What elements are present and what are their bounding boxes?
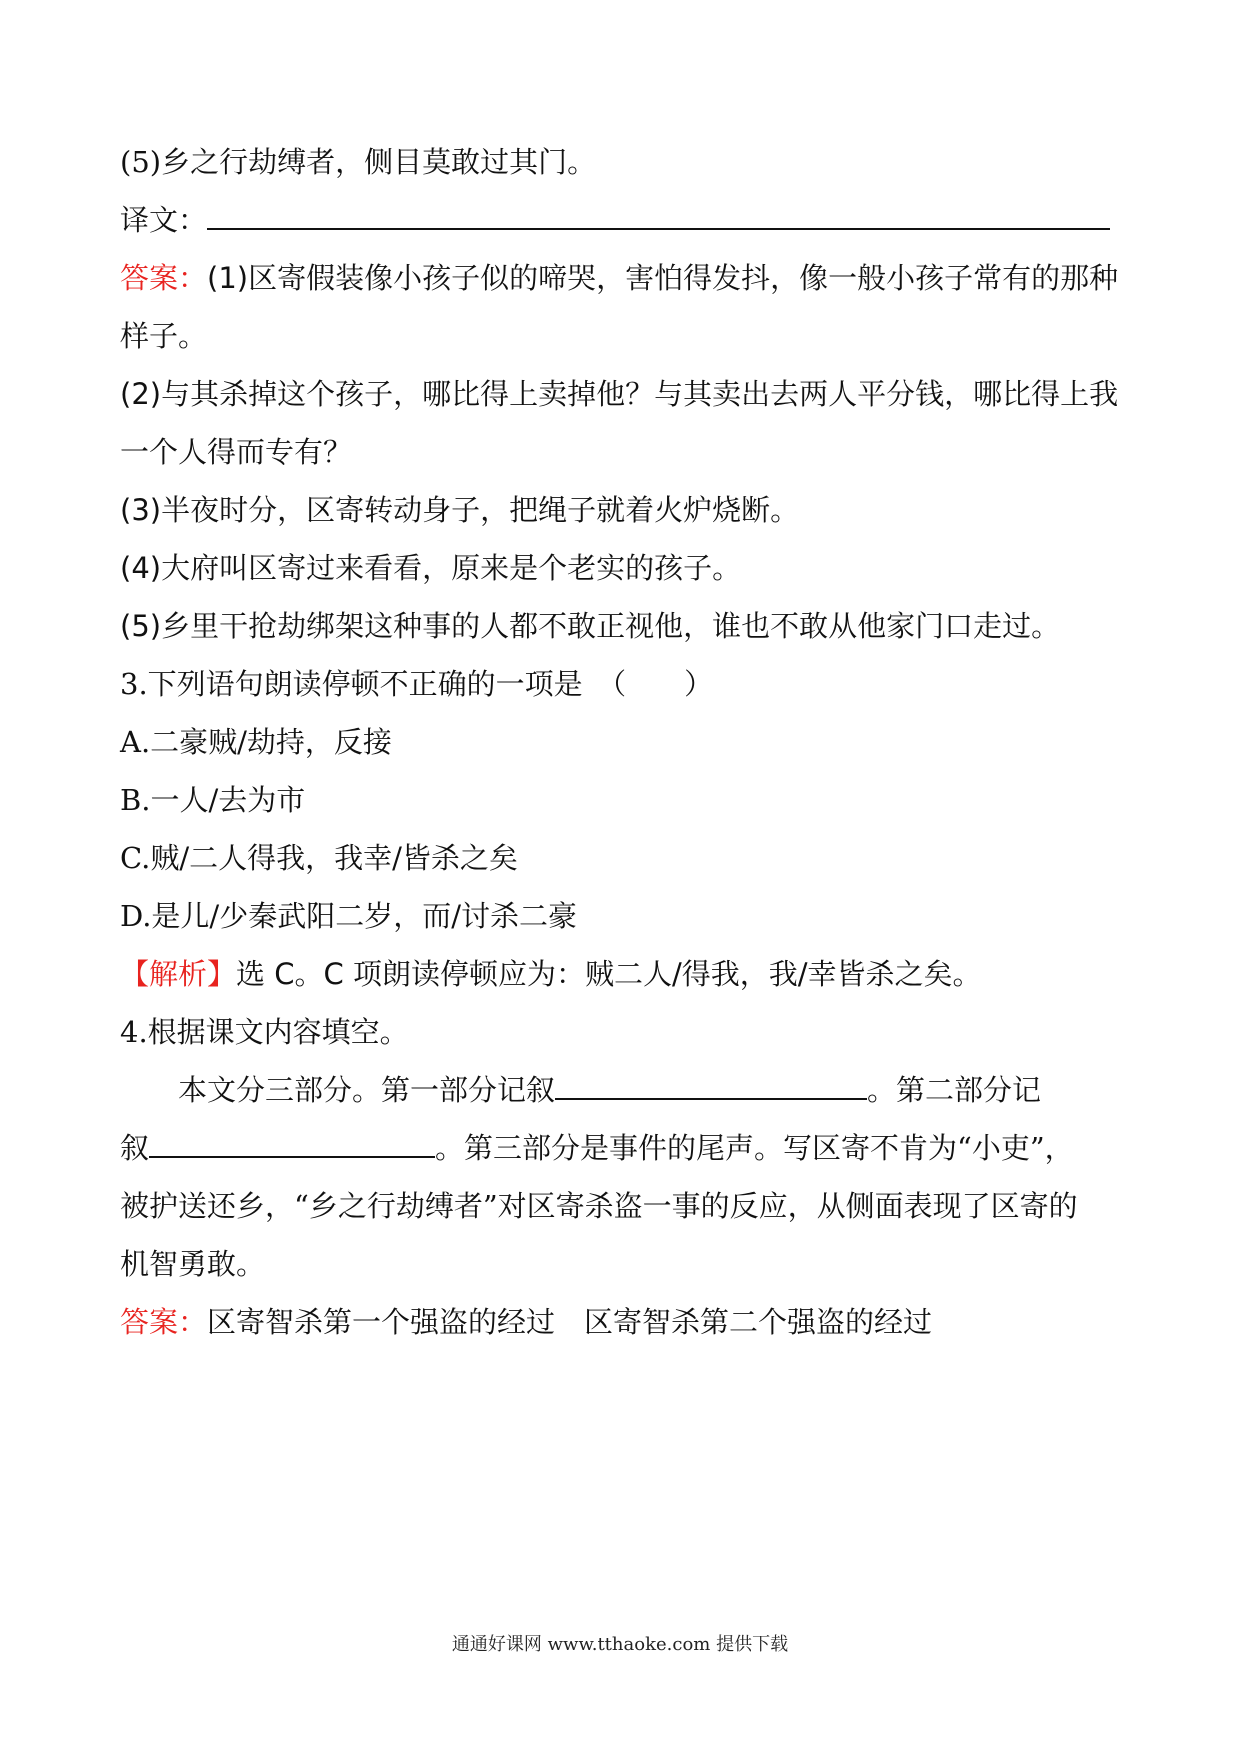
- q4-question: 4.根据课文内容填空。: [120, 1015, 409, 1049]
- q3-option-b: B.一人/去为市: [120, 783, 306, 817]
- q2-answer-line1: [120, 258, 1120, 298]
- q4-para-line3: 被护送还乡，“乡之行劫缚者”对区寄杀盗一事的反应，从侧面表现了区寄的: [120, 1189, 1078, 1223]
- q4-para-part4: 。第三部分是事件的尾声。写区寄不肯为“小吏”，: [435, 1131, 1074, 1165]
- q2-answer5: (5)乡里干抢劫绑架这种事的人都不敢正视他，谁也不敢从他家门口走过。: [120, 609, 1061, 643]
- q3-question: 3.下列语句朗读停顿不正确的一项是 （ ）: [120, 667, 714, 701]
- q4-para-line4: 机智勇敢。: [120, 1247, 266, 1281]
- q4-para-part3: 叙: [120, 1131, 150, 1165]
- q2-answer4: (4)大府叫区寄过来看看，原来是个老实的孩子。: [120, 551, 742, 585]
- q3-option-a: A.二豪贼/劫持，反接: [120, 725, 392, 759]
- q2-answer-line1-cont: 样子。: [120, 319, 208, 353]
- q2-answer2-line2: 一个人得而专有？: [120, 435, 353, 469]
- answer-text: (1)区寄假装像小孩子似的啼哭，害怕得发抖，像一般小孩子常有的那种: [207, 261, 1119, 295]
- q2-answer3: (3)半夜时分，区寄转动身子，把绳子就着火炉烧断。: [120, 493, 800, 527]
- translation-line: [120, 200, 1120, 240]
- q4-blank-2[interactable]: [149, 1132, 435, 1158]
- q2-item5: (5)乡之行劫缚者，侧目莫敢过其门。: [120, 145, 597, 179]
- q4-para-line1: [120, 1070, 1120, 1110]
- q4-answer: [120, 1302, 1120, 1342]
- answer-text: 区寄智杀第一个强盗的经过 区寄智杀第二个强盗的经过: [207, 1305, 933, 1339]
- answer-label: 答案：: [120, 261, 208, 295]
- q4-para-part1: 本文分三部分。第一部分记叙: [178, 1073, 556, 1107]
- q2-answer2-line1: (2)与其杀掉这个孩子，哪比得上卖掉他？与其卖出去两人平分钱，哪比得上我: [120, 377, 1119, 411]
- analysis-text: 选 C。C 项朗读停顿应为：贼二人/得我，我/幸皆杀之矣。: [236, 957, 982, 991]
- q3-analysis: [120, 954, 1120, 994]
- q3-option-d: D.是儿/少秦武阳二岁，而/讨杀二豪: [120, 899, 577, 933]
- q4-blank-1[interactable]: [555, 1074, 867, 1100]
- page-footer: 通通好课网 www.tthaoke.com 提供下载: [451, 1634, 789, 1655]
- q4-para-part2: 。第二部分记: [867, 1073, 1042, 1107]
- translation-blank[interactable]: [207, 204, 1110, 230]
- translation-label: 译文：: [120, 203, 208, 237]
- q4-para-line2: [120, 1128, 1120, 1168]
- analysis-label: 【解析】: [120, 957, 237, 991]
- answer-label: 答案：: [120, 1305, 208, 1339]
- q3-option-c: C.贼/二人得我，我幸/皆杀之矣: [120, 841, 518, 875]
